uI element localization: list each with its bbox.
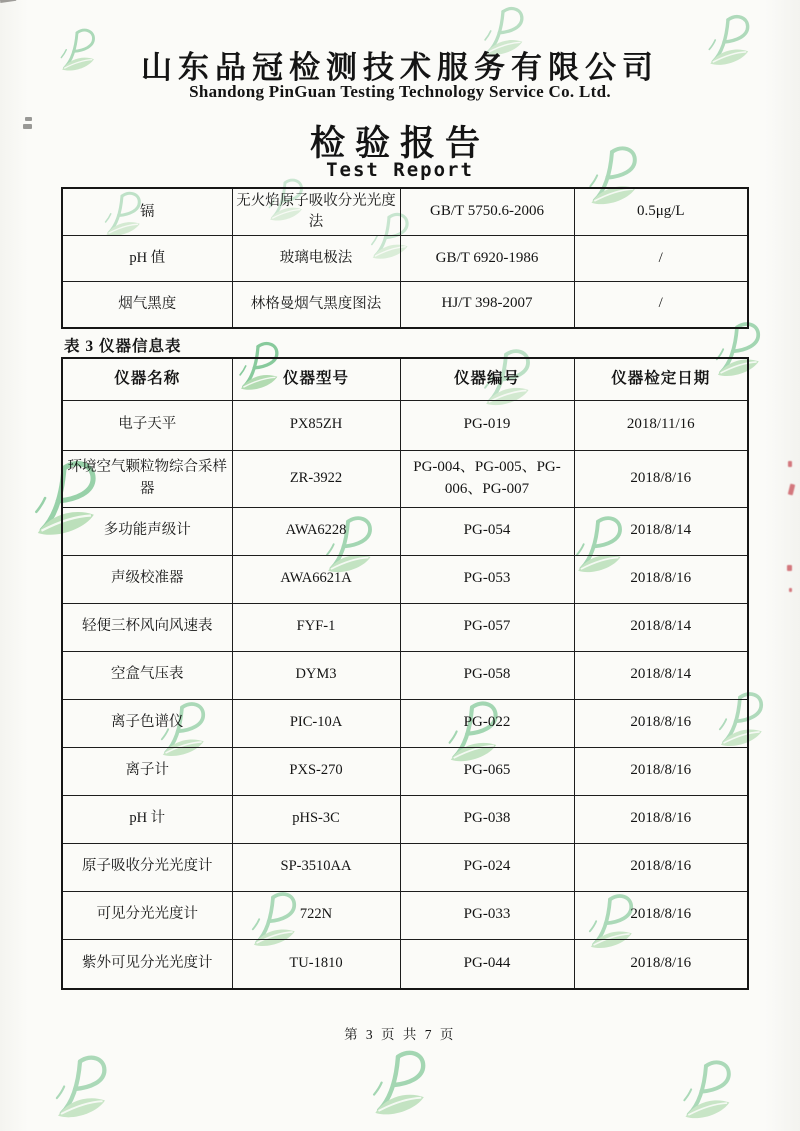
instrument-table-cell: 轻便三杯风向风速表 (62, 603, 232, 651)
pinguan-leaf-logo-watermark-icon (677, 1058, 735, 1126)
instrument-table-cell: 2018/8/14 (574, 651, 748, 699)
method-table-cell: 玻璃电极法 (232, 236, 400, 282)
instrument-table-cell: 2018/11/16 (574, 400, 748, 450)
instrument-table-cell: 离子计 (62, 747, 232, 795)
instrument-table-cell: 2018/8/16 (574, 450, 748, 507)
red-scan-mark (787, 565, 792, 571)
red-scan-mark (789, 588, 792, 592)
method-table-cell: 镉 (62, 188, 232, 236)
method-table-cell: 0.5μg/L (574, 188, 748, 236)
instrument-table-cell: 空盒气压表 (62, 651, 232, 699)
instrument-table-header-cell: 仪器检定日期 (574, 358, 748, 400)
instrument-table-cell: 2018/8/16 (574, 795, 748, 843)
table-row (62, 400, 748, 450)
method-table-cell: / (574, 236, 748, 282)
method-table-cell: pH 值 (62, 236, 232, 282)
instrument-table-cell: AWA6228 (232, 507, 400, 555)
method-table-cell: 无火焰原子吸收分光光度法 (232, 188, 400, 236)
table-row (62, 358, 748, 400)
instrument-table-cell: PG-004、PG-005、PG-006、PG-007 (400, 450, 574, 507)
table-row (62, 603, 748, 651)
table-row (62, 282, 748, 328)
table-row (62, 450, 748, 507)
instrument-table-cell: 2018/8/14 (574, 603, 748, 651)
instrument-table-cell: PG-033 (400, 891, 574, 939)
instrument-table-cell: SP-3510AA (232, 843, 400, 891)
instrument-table-cell: 2018/8/16 (574, 699, 748, 747)
company-name-en: Shandong PinGuan Testing Technology Service Co. Ltd. (189, 82, 611, 101)
table-row (62, 795, 748, 843)
instrument-table-cell: PG-044 (400, 939, 574, 989)
table-row (62, 747, 748, 795)
table-row (62, 188, 748, 236)
method-table (61, 187, 749, 329)
instrument-table-cell: PG-038 (400, 795, 574, 843)
pinguan-leaf-logo-watermark-icon (366, 1048, 430, 1124)
instrument-table-cell: PG-058 (400, 651, 574, 699)
instrument-table-caption: 表 3 仪器信息表 (64, 338, 182, 355)
method-table-cell: HJ/T 398-2007 (400, 282, 574, 328)
instrument-table-cell: 离子色谱仪 (62, 699, 232, 747)
instrument-table-cell: 多功能声级计 (62, 507, 232, 555)
instrument-table-cell: pHS-3C (232, 795, 400, 843)
table-row (62, 939, 748, 989)
table-row (62, 236, 748, 282)
company-name-cn: 山东品冠检测技术服务有限公司 (141, 50, 659, 85)
method-table-cell: GB/T 5750.6-2006 (400, 188, 574, 236)
instrument-table-cell: 2018/8/16 (574, 891, 748, 939)
table-row (62, 651, 748, 699)
instrument-table-header-cell: 仪器名称 (62, 358, 232, 400)
instrument-table-cell: 2018/8/14 (574, 507, 748, 555)
instrument-table-cell: 紫外可见分光光度计 (62, 939, 232, 989)
instrument-table-cell: 2018/8/16 (574, 843, 748, 891)
instrument-table-header-cell: 仪器型号 (232, 358, 400, 400)
page-number: 第 3 页 共 7 页 (344, 1027, 456, 1042)
instrument-table-cell: PG-022 (400, 699, 574, 747)
instrument-table-cell: 声级校准器 (62, 555, 232, 603)
method-table-cell: 林格曼烟气黑度图法 (232, 282, 400, 328)
instrument-table-cell: 2018/8/16 (574, 747, 748, 795)
instrument-table-cell: 环境空气颗粒物综合采样器 (62, 450, 232, 507)
instrument-table-cell: PG-019 (400, 400, 574, 450)
method-table-cell: GB/T 6920-1986 (400, 236, 574, 282)
instrument-table (61, 357, 749, 990)
instrument-table-cell: 电子天平 (62, 400, 232, 450)
instrument-table-cell: AWA6621A (232, 555, 400, 603)
instrument-table-cell: FYF-1 (232, 603, 400, 651)
instrument-table-cell: 原子吸收分光光度计 (62, 843, 232, 891)
instrument-table-cell: 2018/8/16 (574, 555, 748, 603)
instrument-table-cell: PX85ZH (232, 400, 400, 450)
instrument-table-cell: PG-054 (400, 507, 574, 555)
instrument-table-cell: ZR-3922 (232, 450, 400, 507)
pinguan-leaf-logo-watermark-icon (49, 1053, 111, 1126)
red-scan-mark (788, 461, 792, 467)
instrument-table-cell: PG-065 (400, 747, 574, 795)
instrument-table-cell: pH 计 (62, 795, 232, 843)
instrument-table-cell: PG-024 (400, 843, 574, 891)
table-row (62, 699, 748, 747)
instrument-table-cell: PG-053 (400, 555, 574, 603)
instrument-table-cell: PG-057 (400, 603, 574, 651)
instrument-table-cell: DYM3 (232, 651, 400, 699)
instrument-table-cell: PIC-10A (232, 699, 400, 747)
report-title-en: Test Report (326, 159, 474, 181)
instrument-table-cell: 2018/8/16 (574, 939, 748, 989)
instrument-table-header-cell: 仪器编号 (400, 358, 574, 400)
instrument-table-cell: 可见分光光度计 (62, 891, 232, 939)
report-title-cn: 检验报告 (309, 124, 490, 163)
table-row (62, 843, 748, 891)
table-row (62, 555, 748, 603)
instrument-table-cell: PXS-270 (232, 747, 400, 795)
instrument-table-cell: 722N (232, 891, 400, 939)
table-row (62, 891, 748, 939)
instrument-table-cell: TU-1810 (232, 939, 400, 989)
table-row (62, 507, 748, 555)
method-table-cell: / (574, 282, 748, 328)
method-table-cell: 烟气黑度 (62, 282, 232, 328)
